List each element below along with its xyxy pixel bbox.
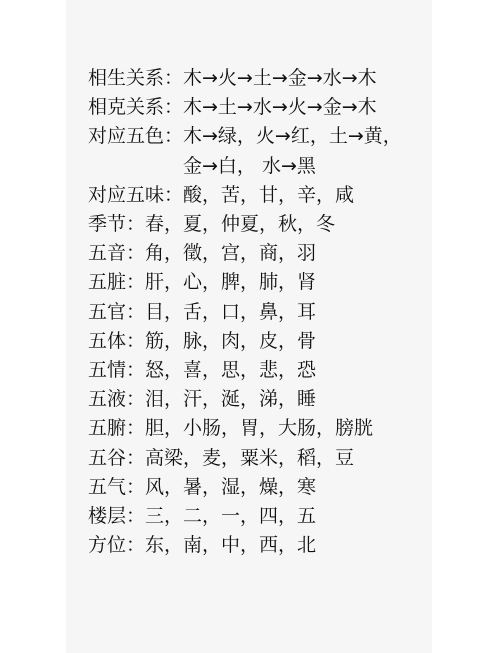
- row-five-senses: [88, 298, 428, 327]
- row-label: 五脏：: [88, 271, 146, 294]
- row-value-line: 木→火→土→金→水→木: [183, 67, 377, 89]
- row-values: [183, 122, 402, 180]
- row-value-line: 三，二，一，四，五: [145, 505, 317, 528]
- row-directions: [88, 531, 428, 560]
- row-label: 五液：: [88, 388, 146, 411]
- row-value-line: 酸，苦，甘，辛，咸: [183, 183, 355, 206]
- row-values: [145, 385, 316, 414]
- row-value-line: 目，舌，口，鼻，耳: [145, 300, 317, 323]
- row-values: [183, 64, 377, 93]
- row-value-line: 角，徵，宫，商，羽: [145, 242, 317, 265]
- row-values: [145, 327, 316, 356]
- row-value-line: 筋，脉，肉，皮，骨: [145, 329, 317, 352]
- row-label: 五音：: [88, 242, 146, 265]
- row-ke-relation: [88, 93, 428, 122]
- wuxing-correspondence-list: [88, 64, 428, 560]
- row-five-tones: [88, 239, 428, 268]
- row-values: [145, 210, 335, 239]
- row-five-grains: [88, 444, 428, 473]
- row-label: 五体：: [88, 329, 146, 352]
- row-value-line: 春，夏，仲夏，秋，冬: [145, 213, 336, 236]
- row-values: [145, 298, 316, 327]
- row-five-fluids: [88, 385, 428, 414]
- row-label: 五官：: [88, 300, 146, 323]
- row-value-line: 胆，小肠，胃，大肠，膀胱: [145, 417, 374, 440]
- row-value-line: 风，暑，湿，燥，寒: [145, 475, 317, 498]
- row-label: 五谷：: [88, 446, 146, 469]
- row-value-line: 高梁，麦，粟米，稻，豆: [145, 446, 355, 469]
- row-label: 方位：: [88, 534, 146, 557]
- row-value-line: 肝，心，脾，肺，肾: [145, 271, 317, 294]
- row-sheng-relation: [88, 64, 428, 93]
- row-five-emotions: [88, 356, 428, 385]
- row-value-line: 怒，喜，思，悲，恐: [145, 359, 317, 382]
- row-five-organs: [88, 268, 428, 297]
- row-five-bodies: [88, 327, 428, 356]
- row-value-line: 东，南，中，西，北: [145, 534, 317, 557]
- row-values: [145, 268, 316, 297]
- row-values: [183, 181, 354, 210]
- row-value-line: 金→白， 水→黑: [183, 154, 316, 177]
- row-values: [145, 531, 316, 560]
- row-label: 对应五味：: [88, 183, 184, 206]
- row-label: 相克关系：: [88, 96, 184, 119]
- row-label: 对应五色：: [88, 125, 184, 148]
- row-values: [145, 444, 354, 473]
- row-five-viscera: [88, 414, 428, 443]
- row-values: [183, 93, 377, 122]
- row-values: [145, 356, 316, 385]
- row-label: 相生关系：: [88, 67, 184, 89]
- row-values: [145, 502, 316, 531]
- row-value-line: 泪，汗，涎，涕，睡: [145, 388, 317, 411]
- row-label: 五腑：: [88, 417, 146, 440]
- row-value-line: 木→土→水→火→金→木: [183, 96, 377, 119]
- row-seasons: [88, 210, 428, 239]
- row-label: 五气：: [88, 475, 146, 498]
- row-values: [145, 414, 373, 443]
- row-values: [145, 473, 316, 502]
- row-five-colors: [88, 122, 428, 180]
- row-label: 五情：: [88, 359, 146, 382]
- row-values: [145, 239, 316, 268]
- row-five-tastes: [88, 181, 428, 210]
- row-label: 季节：: [88, 213, 146, 236]
- row-value-line: 木→绿，火→红，土→黄，: [183, 125, 402, 148]
- row-five-qi: [88, 473, 428, 502]
- row-floors: [88, 502, 428, 531]
- row-label: 楼层：: [88, 505, 146, 528]
